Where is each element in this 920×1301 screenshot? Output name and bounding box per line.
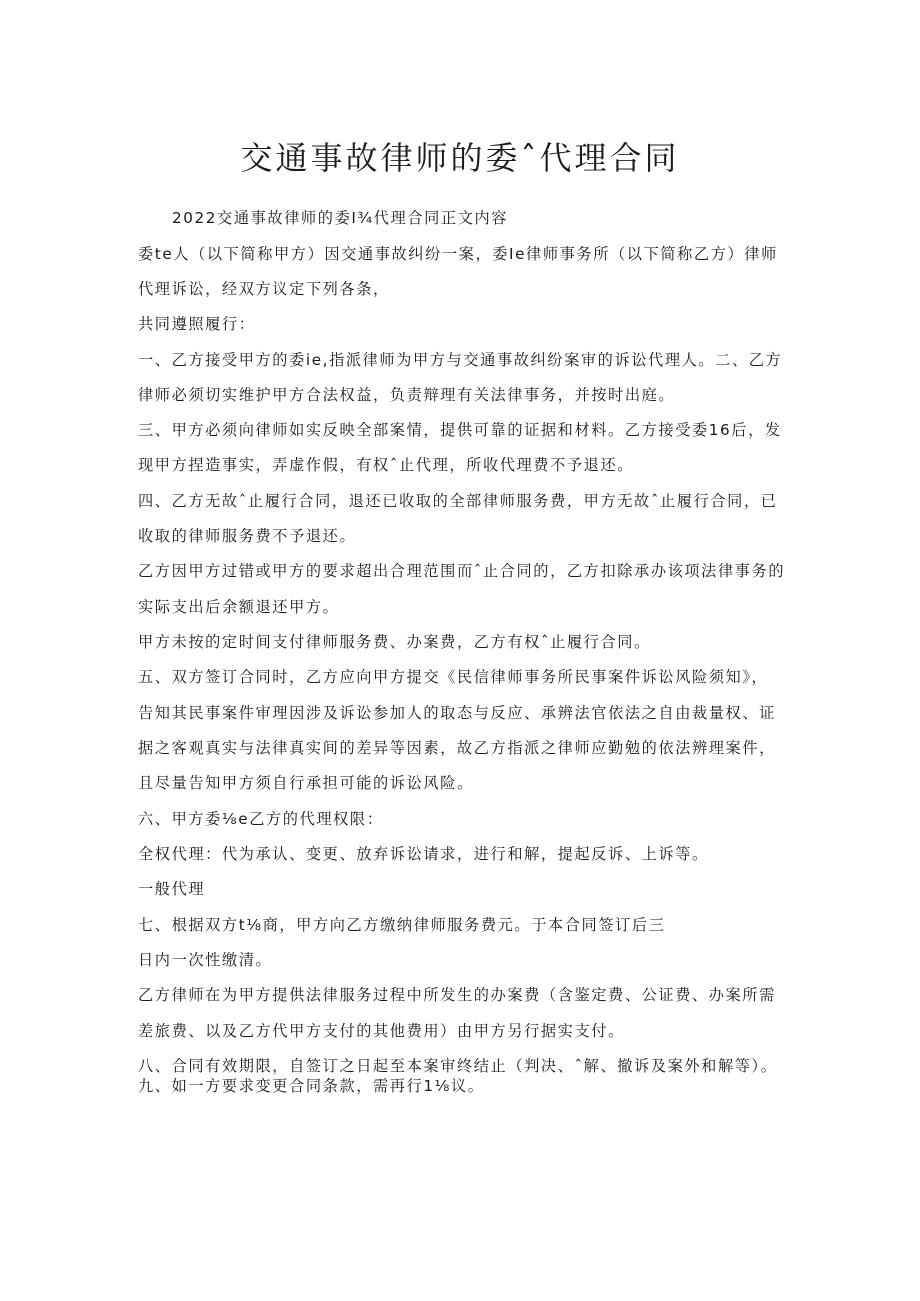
paragraph-line: 五、双方签订合同时，乙方应向甲方提交《民信律师事务所民事案件诉讼风险须知》， [138,668,769,686]
paragraph-line: 共同遵照履行： [138,315,256,333]
paragraph-line: 日内一次性缴清。 [138,951,273,969]
paragraph-line: 八、合同有效期限，自签订之日起至本案审终结止（判决、ˆ解、撤诉及案外和解等）。 [138,1057,778,1075]
paragraph-line: 差旅费、以及乙方代甲方支付的其他费用）由甲方另行据实支付。 [138,1022,625,1040]
paragraph-line: 据之客观真实与法律真实间的差异等因素，故乙方指派之律师应勤勉的依法辨理案件， [138,739,776,757]
paragraph-line: 一般代理 [138,880,206,898]
document-title: 交通事故律师的委ˆ代理合同 [240,139,680,177]
paragraph-line: 告知其民事案件审理因涉及诉讼参加人的取态与反应、承辨法官依法之自由裁量权、证 [138,704,776,722]
paragraph-line: 全权代理：代为承认、变更、放弃诉讼请求，进行和解，提起反诉、上诉等。 [138,845,709,863]
paragraph-line: 乙方因甲方过错或甲方的要求超出合理范围而ˆ止合同的，乙方扣除承办该项法律事务的 [138,562,786,580]
paragraph-line: 现甲方捏造事实，弄虚作假，有权ˆ止代理，所收代理费不予退还。 [138,456,635,474]
paragraph-line: 委te人（以下简称甲方）因交通事故纠纷一案，委Ie律师事务所（以下简称乙方）律师 [138,245,778,263]
paragraph-line: 七、根据双方t⅛商，甲方向乙方缴纳律师服务费元。于本合同签订后三 [138,916,666,934]
paragraph-line: 一、乙方接受甲方的委ie,指派律师为甲方与交通事故纠纷案审的诉讼代理人。二、乙方 [138,351,783,369]
paragraph-line: 代理诉讼，经双方议定下列各条， [138,280,390,298]
document-subtitle: 2022交通事故律师的委I¾代理合同正文内容 [172,209,509,227]
paragraph-line: 收取的律师服务费不予退还。 [138,527,357,545]
paragraph-line: 三、甲方必须向律师如实反映全部案情，提供可靠的证据和材料。乙方接受委16后，发 [138,421,782,439]
paragraph-line: 且尽量告知甲方须自行承担可能的诉讼风险。 [138,774,474,792]
paragraph-line: 四、乙方无故ˆ止履行合同，退还已收取的全部律师服务费，甲方无故ˆ止履行合同，已 [138,492,778,510]
paragraph-line: 甲方未按的定时间支付律师服务费、办案费，乙方有权ˆ止履行合同。 [138,633,651,651]
paragraph-line: 律师必须切实维护甲方合法权益，负责辩理有关法律事务，并按时出庭。 [138,386,676,404]
paragraph-line: 实际支出后余额退还甲方。 [138,598,340,616]
paragraph-line: 乙方律师在为甲方提供法律服务过程中所发生的办案费（含鉴定费、公证费、办案所需 [138,986,776,1004]
paragraph-line: 九、如一方要求变更合同条款，需再行1⅛议。 [138,1077,485,1095]
document-body [138,208,813,1096]
paragraph-line: 六、甲方委⅛e乙方的代理权限： [138,810,384,828]
